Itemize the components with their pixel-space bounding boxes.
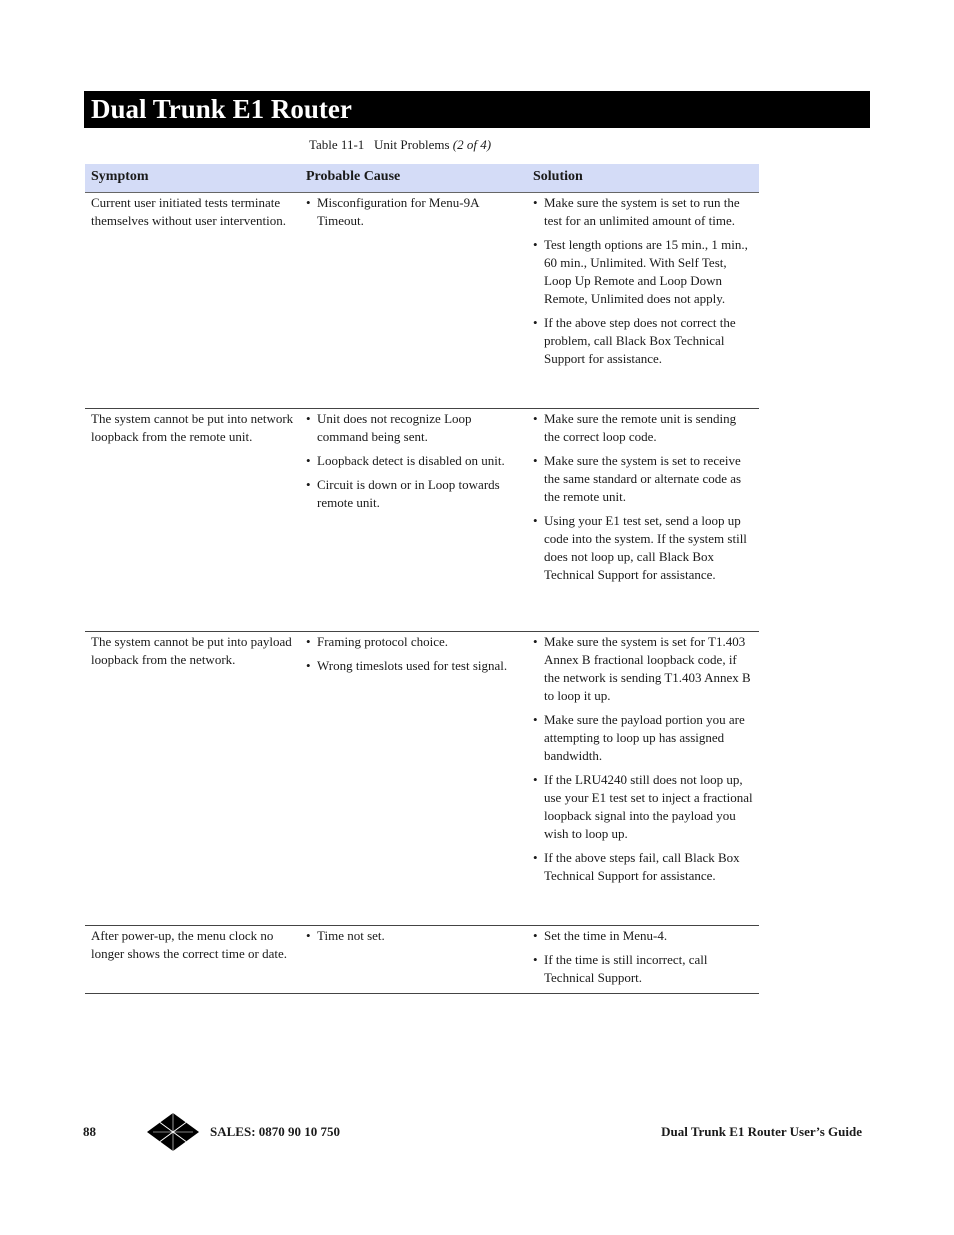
cause-list [306, 410, 521, 518]
page-number: 88 [83, 1124, 96, 1139]
symptom-cell: The system cannot be put into network loopback from the remote unit. [91, 411, 294, 444]
black-box-diamond-logo-icon [147, 1113, 199, 1151]
table-row [85, 409, 759, 632]
table-caption-label: Table 11-1 [309, 137, 365, 152]
solution-item: • Make sure the system is set to run the test for an unlimited amount of time. [533, 194, 753, 230]
solution-item: • Set the time in Menu-4. [533, 927, 753, 945]
table-row [85, 926, 759, 994]
cause-item: • Misconfiguration for Menu-9A Timeout. [306, 194, 521, 230]
cause-list [306, 194, 521, 236]
solution-list [533, 633, 753, 891]
solution-list [533, 927, 753, 993]
table-caption [309, 137, 491, 153]
solution-item: • If the LRU4240 still does not loop up, use your E1 test set to inject a fractional loopback signal into the payload you wish to loop up. [533, 771, 753, 843]
table-row [85, 193, 759, 409]
solution-item: • If the above steps fail, call Black Box Technical Support for assistance. [533, 849, 753, 885]
cause-item: • Unit does not recognize Loop command being sent. [306, 410, 521, 446]
solution-list [533, 194, 753, 374]
solution-item: • Test length options are 15 min., 1 min., 60 min., Unlimited. With Self Test, Loop Up Remote and Loop Down Remote, Unlimited does not apply. [533, 236, 753, 308]
solution-item: • Make sure the system is set for T1.403 Annex B fractional loopback code, if the network is sending T1.403 Annex B to loop it up. [533, 633, 753, 705]
solution-item: • Make sure the remote unit is sending the correct loop code. [533, 410, 753, 446]
guide-title: Dual Trunk E1 Router User’s Guide [661, 1124, 862, 1139]
table-header-row [85, 164, 759, 193]
solution-item: • If the above step does not correct the problem, call Black Box Technical Support for assistance. [533, 314, 753, 368]
solution-item: • If the time is still incorrect, call Technical Support. [533, 951, 753, 987]
column-header-probable-cause: Probable Cause [306, 169, 401, 184]
solution-item: • Make sure the payload portion you are attempting to loop up has assigned bandwidth. [533, 711, 753, 765]
solution-list [533, 410, 753, 590]
symptom-cell: The system cannot be put into payload loopback from the network. [91, 634, 292, 667]
chapter-header-bar [84, 91, 870, 128]
symptom-cell: After power-up, the menu clock no longer shows the correct time or date. [91, 928, 288, 961]
cause-item: • Loopback detect is disabled on unit. [306, 452, 521, 470]
cause-list [306, 633, 521, 681]
cause-item: • Circuit is down or in Loop towards remote unit. [306, 476, 521, 512]
column-header-symptom: Symptom [91, 169, 149, 184]
cause-list [306, 927, 521, 951]
column-header-solution: Solution [533, 169, 583, 184]
table-caption-title: Unit Problems [374, 137, 450, 152]
solution-item: • Make sure the system is set to receive the same standard or alternate code as the remote unit. [533, 452, 753, 506]
symptom-cell: Current user initiated tests terminate themselves without user intervention. [91, 195, 286, 228]
unit-problems-table [85, 164, 759, 994]
cause-item: • Time not set. [306, 927, 521, 945]
solution-item: • Using your E1 test set, send a loop up code into the system. If the system still does not loop up, call Black Box Technical Support for assistance. [533, 512, 753, 584]
chapter-title: Dual Trunk E1 Router [91, 94, 352, 124]
table-row [85, 632, 759, 926]
cause-item: • Wrong timeslots used for test signal. [306, 657, 521, 675]
sales-phone: SALES: 0870 90 10 750 [210, 1124, 341, 1139]
cause-item: • Framing protocol choice. [306, 633, 521, 651]
table-caption-part: (2 of 4) [452, 137, 492, 152]
